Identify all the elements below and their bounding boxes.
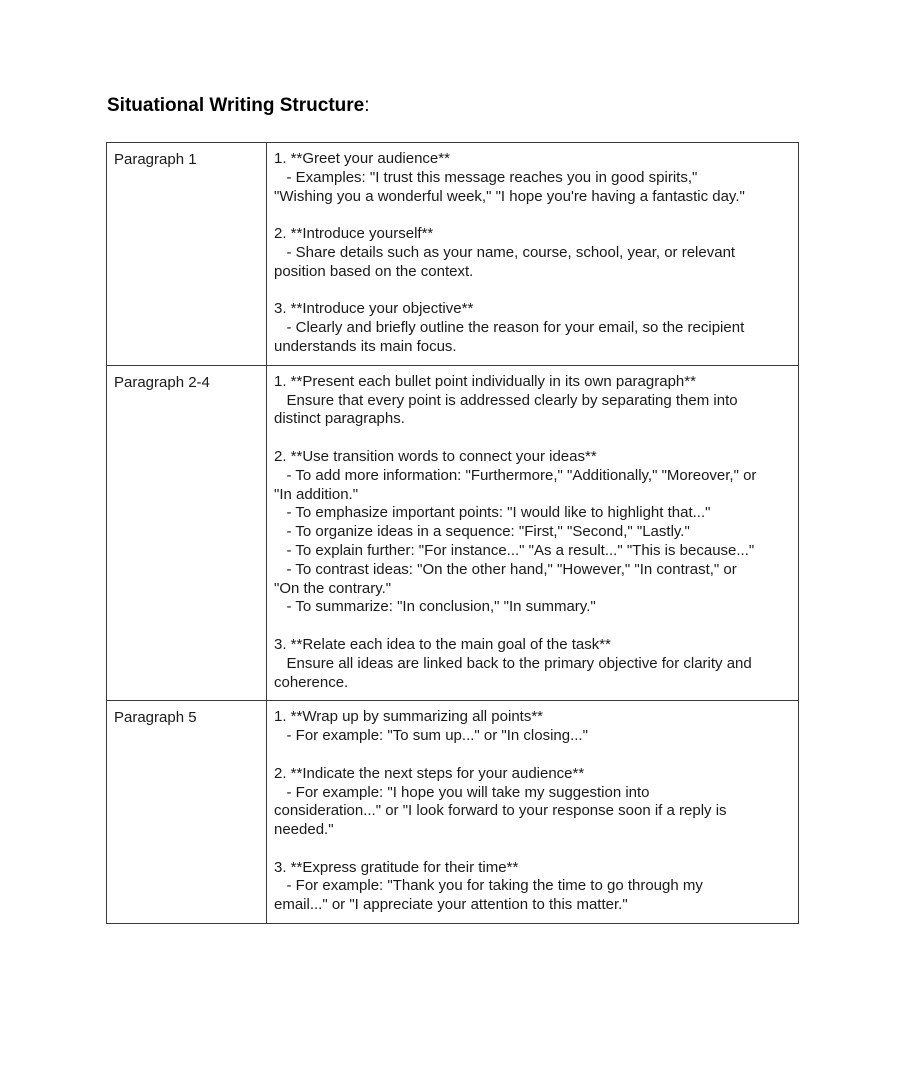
row-label: Paragraph 2-4 bbox=[114, 373, 210, 391]
content-line: 2. **Use transition words to connect your ideas** bbox=[274, 447, 597, 465]
content-line: needed." bbox=[274, 821, 334, 839]
content-line: - To add more information: "Furthermore," "Additionally," "Moreover," or bbox=[274, 466, 757, 484]
row-label-cell bbox=[107, 365, 267, 701]
content-line: - To summarize: "In conclusion," "In summary." bbox=[274, 598, 596, 616]
content-line: 1. **Greet your audience** bbox=[274, 150, 450, 167]
structure-table-body bbox=[107, 143, 799, 924]
content-line: "Wishing you a wonderful week," "I hope you're having a fantastic day." bbox=[274, 187, 745, 205]
content-line: email..." or "I appreciate your attention to this matter." bbox=[274, 896, 628, 914]
content-line: - For example: "I hope you will take my suggestion into bbox=[274, 783, 650, 801]
content-block bbox=[274, 448, 792, 617]
content-block bbox=[274, 708, 792, 746]
content-block bbox=[274, 636, 792, 692]
content-block bbox=[274, 300, 792, 356]
structure-table bbox=[106, 142, 799, 924]
content-block bbox=[274, 373, 792, 429]
content-line: - To explain further: "For instance..." "As a result..." "This is because..." bbox=[274, 541, 755, 559]
content-line: "On the contrary." bbox=[274, 579, 392, 597]
content-line: - For example: "Thank you for taking the time to go through my bbox=[274, 877, 703, 895]
content-line: 3. **Relate each idea to the main goal of the task** bbox=[274, 635, 611, 653]
content-line: - For example: "To sum up..." or "In closing..." bbox=[274, 727, 588, 745]
content-line: distinct paragraphs. bbox=[274, 410, 405, 428]
page-title-suffix: : bbox=[364, 95, 370, 116]
row-label: Paragraph 5 bbox=[114, 709, 197, 727]
content-line: - To contrast ideas: "On the other hand," "However," "In contrast," or bbox=[274, 560, 737, 578]
row-label: Paragraph 1 bbox=[114, 151, 197, 168]
row-content-cell bbox=[267, 701, 799, 924]
row-content-cell bbox=[267, 365, 799, 701]
table-row-paragraph-5 bbox=[107, 701, 799, 924]
content-line: 2. **Indicate the next steps for your audience** bbox=[274, 764, 585, 782]
content-line: Ensure that every point is addressed clearly by separating them into bbox=[274, 391, 738, 409]
table-row-paragraph-1 bbox=[107, 143, 799, 366]
page-title-text: Situational Writing Structure bbox=[107, 95, 365, 116]
content-line: - Examples: "I trust this message reaches you in good spirits," bbox=[274, 168, 698, 186]
content-block bbox=[274, 150, 792, 206]
content-line: 3. **Introduce your objective** bbox=[274, 300, 474, 318]
content-line: consideration..." or "I look forward to your response soon if a reply is bbox=[274, 802, 727, 820]
content-line: 1. **Present each bullet point individually in its own paragraph** bbox=[274, 372, 696, 390]
content-block bbox=[274, 765, 792, 840]
content-line: - Share details such as your name, course, school, year, or relevant bbox=[274, 243, 736, 261]
content-line: - To organize ideas in a sequence: "First," "Second," "Lastly." bbox=[274, 523, 690, 541]
content-line: position based on the context. bbox=[274, 262, 474, 280]
content-line: understands its main focus. bbox=[274, 337, 457, 355]
content-line: 2. **Introduce yourself** bbox=[274, 225, 434, 243]
content-line: "In addition." bbox=[274, 485, 359, 503]
content-line: - Clearly and briefly outline the reason for your email, so the recipient bbox=[274, 319, 745, 337]
content-block bbox=[274, 859, 792, 915]
content-line: 1. **Wrap up by summarizing all points** bbox=[274, 708, 544, 726]
content-line: Ensure all ideas are linked back to the primary objective for clarity and bbox=[274, 654, 752, 672]
content-block bbox=[274, 225, 792, 281]
row-content-cell bbox=[267, 143, 799, 366]
page-title bbox=[107, 94, 370, 118]
content-line: coherence. bbox=[274, 673, 349, 691]
content-line: 3. **Express gratitude for their time** bbox=[274, 858, 519, 876]
row-label-cell bbox=[107, 701, 267, 924]
table-row-paragraph-2-4 bbox=[107, 365, 799, 701]
row-label-cell bbox=[107, 143, 267, 366]
content-line: - To emphasize important points: "I would like to highlight that..." bbox=[274, 504, 711, 522]
